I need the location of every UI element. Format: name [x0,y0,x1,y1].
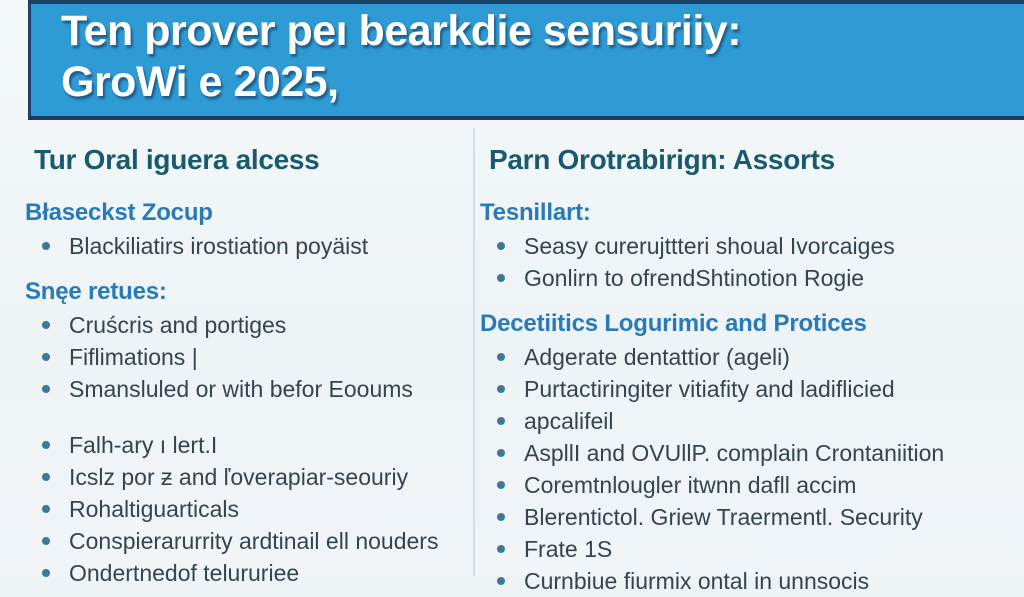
list-spacer [34,405,472,429]
title-line-1: Ten prover peı bearkdie sensuriiy: [61,7,742,55]
list-item-text: Cruścris and portiges [69,312,287,338]
bullet-dot-icon [497,545,505,553]
list-item-text: apcalifeil [524,408,614,434]
section-subheading: Snęe retues: [25,278,167,305]
list-item [489,469,1017,501]
bullet-dot-icon [42,537,50,545]
left-column [25,131,472,589]
list-item [489,373,1017,405]
list-item-text: Icslz por ƶ and ľoverapiar-seouriy [69,464,409,490]
list-item-text: Blackiliatirs irostiation poyäist [69,233,369,259]
list-item-text: Fiflimations | [69,344,198,370]
list-item [34,557,472,589]
section-subheading: Tesnillart: [480,199,591,226]
list-item [489,230,1017,262]
list-item-text: Falh-ary ı lert.I [69,432,218,458]
list-item-text: Purtactiringiter vitiafity and ladiflicied [524,376,895,402]
list-item-text: Smansluled or with befor Eooums [69,376,413,402]
bullet-dot-icon [497,449,505,457]
list-item [34,493,472,525]
list-item-text: AspllI and OVUllP. complain Crontaniition [524,440,945,466]
right-column [480,131,1017,597]
column-heading: Parn Orotrabirign: Assorts [489,144,835,175]
bullet-dot-icon [42,473,50,481]
list-item-text: Ondertnedof telururiee [69,560,300,586]
list-item-text: Rohaltiguarticals [69,496,240,522]
list-item [489,501,1017,533]
column-divider [473,128,475,576]
list-item-text: Curnbiue fiurmix ontal in unnsocis [524,568,870,594]
bullet-dot-icon [497,513,505,521]
bullet-dot-icon [42,321,50,329]
list-item [34,461,472,493]
list-item [489,262,1017,294]
list-item-text: Seasy curerujttteri shoual Ivorcaiges [524,233,895,259]
list-item-text: Adgerate dentattior (ageli) [524,344,790,370]
list-item [489,533,1017,565]
list-item [489,565,1017,597]
section-subheading: Decetiitics Logurimic and Protices [480,310,867,337]
list-item [34,309,472,341]
bullet-dot-icon [42,242,50,250]
bullet-dot-icon [497,274,505,282]
list-item-text: Conspierarurrity ardtinail ell nouders [69,528,439,554]
column-heading: Tur Oral iguera alcess [34,144,320,175]
list-item [489,405,1017,437]
list-item-text: Gonlirn to ofrendShtinotion Rogie [524,265,865,291]
bullet-dot-icon [497,417,505,425]
list-item-text: Coremtnlougler itwnn dafll accim [524,472,857,498]
bullet-dot-icon [42,505,50,513]
title-banner [28,0,1024,120]
list-item [34,429,472,461]
section-subheading: Błaseckst Zocup [25,199,213,226]
bullet-dot-icon [497,353,505,361]
list-item-text: Frate 1S [524,536,613,562]
list-item [34,341,472,373]
list-item [489,341,1017,373]
bullet-dot-icon [42,385,50,393]
bullet-dot-icon [497,242,505,250]
list-item-text: Blerentictol. Griew Traermentl. Security [524,504,923,530]
list-item [34,230,472,262]
title-line-2: GroWi e 2025, [61,58,339,106]
bullet-dot-icon [497,385,505,393]
bullet-dot-icon [42,441,50,449]
list-item [34,525,472,557]
bullet-dot-icon [497,577,505,585]
bullet-dot-icon [42,353,50,361]
list-item [489,437,1017,469]
list-item [34,373,472,405]
bullet-dot-icon [497,481,505,489]
